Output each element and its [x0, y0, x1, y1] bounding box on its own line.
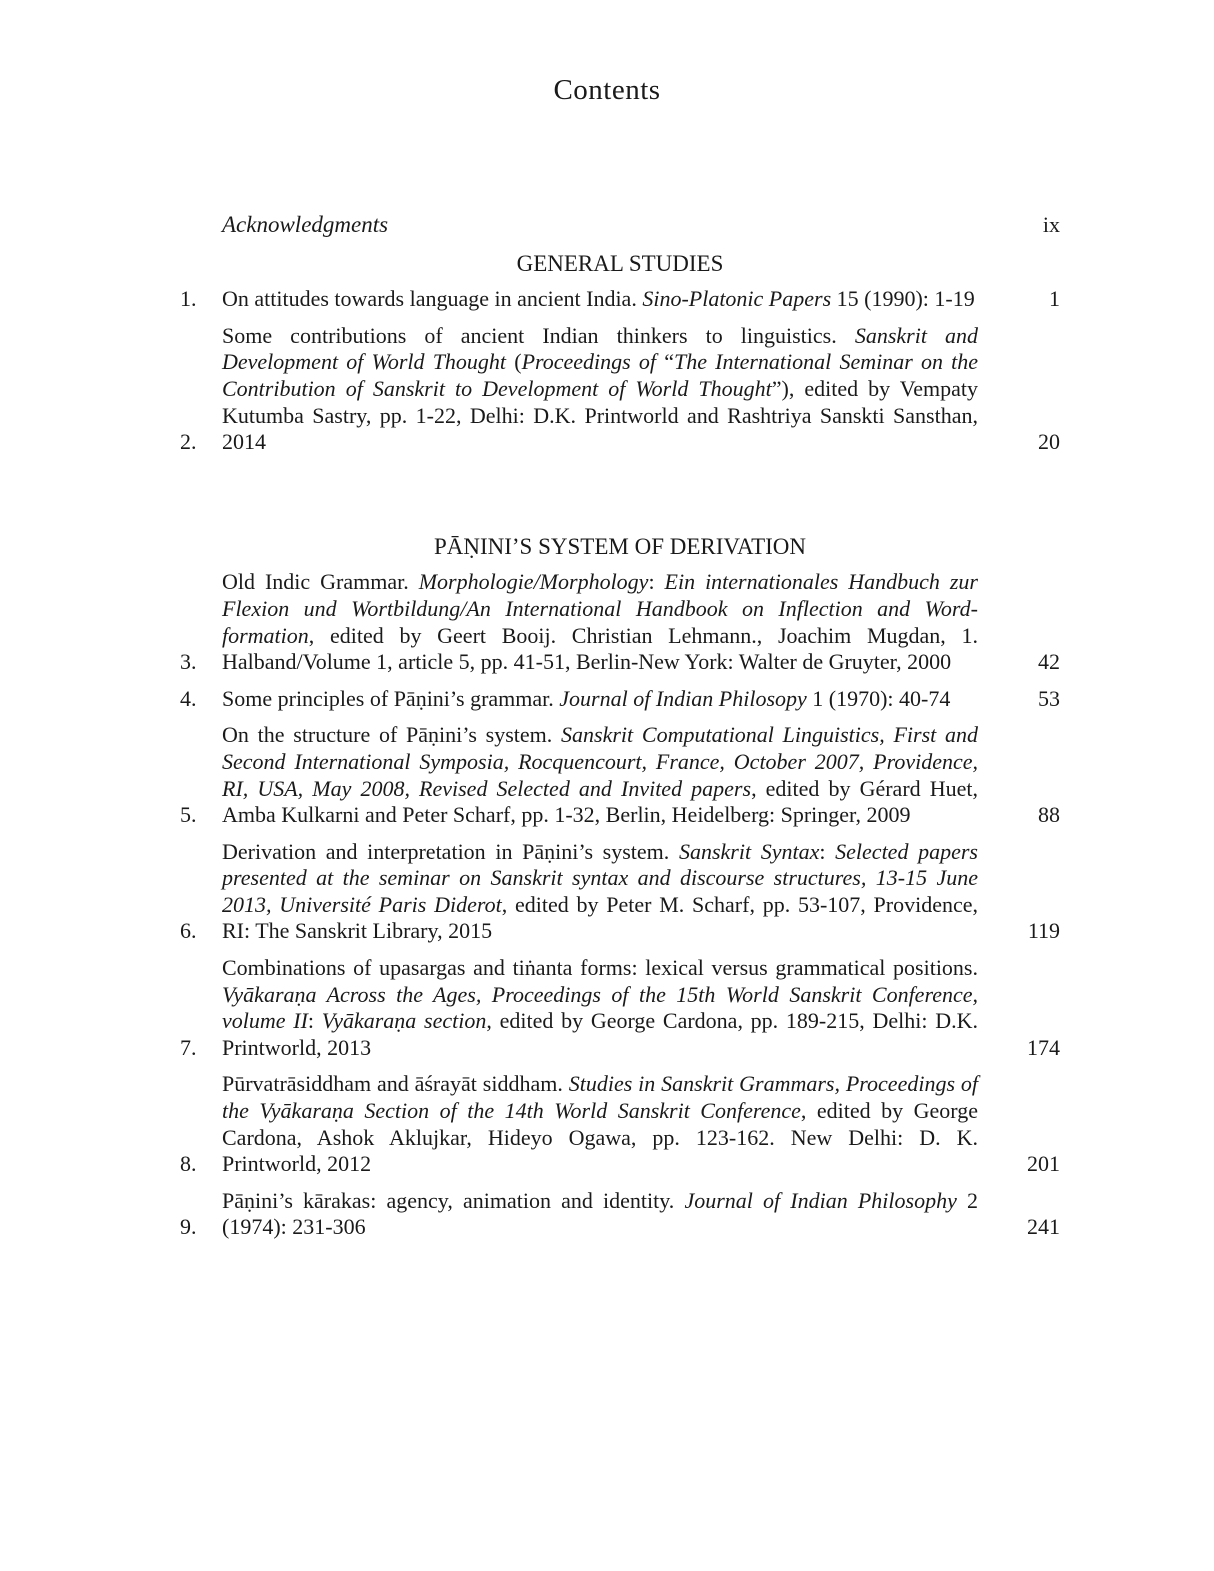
citation-text-part: :: [307, 1008, 322, 1034]
citation-text-part: On attitudes towards language in ancient India.: [222, 286, 643, 312]
citation-title-part: Proceedings of: [521, 349, 657, 375]
citation-title-part: Studies in Sanskrit Grammars, Proceedings of the Vyākaraṇa Section of the 14th World Sanskrit Conference: [222, 1071, 978, 1124]
citation-text-part: Some principles of Pāṇini’s grammar.: [222, 685, 560, 711]
citation-title-part: Sanskrit Syntax: [678, 838, 820, 864]
citation-text-part: “: [656, 349, 674, 375]
acknowledgments-label: Acknowledgments: [222, 212, 389, 237]
citation-text-part: Derivation and interpretation in Pāṇini’s system.: [222, 838, 679, 864]
citation-text-part: , edited by Gérard Huet, Amba Kulkarni and Peter Scharf, pp. 1-32, Berlin, Heidelberg: Springer, 2009: [222, 775, 979, 828]
entry-citation: [222, 286, 978, 313]
entry-citation: [222, 839, 978, 945]
section-entries-general-studies: [180, 286, 1060, 456]
entry-page-number: 1: [1049, 286, 1060, 312]
toc-entry[interactable]: [180, 323, 1060, 456]
entry-page-number: 53: [1038, 685, 1060, 711]
citation-text-part: 1 (1970): 40-74: [806, 685, 951, 711]
citation-text-part: On the structure of Pāṇini’s system.: [222, 722, 562, 748]
citation-title-part: Ein internationales Handbuch zur Flexion und Wortbildung/An International Handbook on Inflection and Word-formation: [222, 569, 978, 648]
acknowledgments-page: ix: [1042, 212, 1060, 237]
citation-title-part: Sino-Platonic Papers: [642, 286, 832, 312]
citation-title-part: Vyākaraṇa Across the Ages, Proceedings of the 15th World Sanskrit Conference, volume II: [222, 981, 978, 1034]
entry-citation: [222, 323, 978, 456]
citation-text-part: Some contributions of ancient Indian thinkers to linguistics.: [222, 322, 855, 348]
citation-title-part: Journal of Indian Philosophy: [684, 1187, 957, 1213]
entry-number: 1.: [180, 286, 197, 312]
entry-page-number: 42: [1038, 649, 1060, 675]
toc-entry[interactable]: [180, 569, 1060, 675]
toc-entry[interactable]: [180, 839, 1060, 945]
entry-page-number: 119: [1027, 918, 1060, 944]
entry-page-number: 20: [1038, 429, 1060, 455]
section-heading-general-studies: GENERAL STUDIES: [516, 250, 724, 276]
section-entries-panini-derivation: [180, 569, 1060, 1241]
entry-citation: [222, 1188, 978, 1241]
toc-entry[interactable]: [180, 686, 1060, 713]
entry-number: 7.: [180, 1034, 197, 1060]
citation-text-part: :: [819, 838, 836, 864]
entry-citation: [222, 569, 978, 675]
citation-text-part: Combinations of upasargas and tiṅanta forms: lexical versus grammatical positions.: [222, 955, 978, 981]
entry-page-number: 241: [1027, 1214, 1060, 1240]
entry-number: 3.: [180, 649, 197, 675]
toc-entry[interactable]: [180, 1188, 1060, 1241]
table-of-contents: [180, 212, 1060, 1251]
entry-number: 9.: [180, 1214, 197, 1240]
entry-number: 4.: [180, 685, 197, 711]
citation-text-part: Pāṇini’s kārakas: agency, animation and identity.: [222, 1187, 685, 1213]
entry-citation: [222, 722, 978, 828]
citation-title-part: Sanskrit Computational Linguistics, First and Second International Symposia, Rocquencourt, France, October 2007, Providence, RI, USA, May 2008, Revised Selected and Invited papers: [222, 722, 979, 801]
citation-text-part: 2 (1974): 231-306: [222, 1187, 979, 1240]
citation-text-part: , edited by Peter M. Scharf, pp. 53-107, Providence, RI: The Sanskrit Library, 2015: [222, 891, 979, 944]
citation-text-part: , edited by George Cardona, Ashok Aklujkar, Hideyo Ogawa, pp. 123-162. New Delhi: D. K. Printworld, 2012: [222, 1098, 978, 1177]
entry-citation: [222, 1071, 978, 1177]
toc-entry[interactable]: [180, 1071, 1060, 1177]
entry-page-number: 174: [1027, 1034, 1060, 1060]
page-title: Contents: [553, 74, 661, 106]
citation-text-part: ”), edited by Vempaty Kutumba Sastry, pp. 1-22, Delhi: D.K. Printworld and Rashtriya Sanskti Sansthan, 2014: [222, 375, 978, 455]
citation-text-part: , edited by Geert Booij. Christian Lehmann., Joachim Mugdan, 1. Halband/Volume 1, article 5, pp. 41-51, Berlin-New York: Walter de Gruyter, 2000: [222, 622, 978, 675]
entry-number: 8.: [180, 1151, 197, 1177]
citation-text-part: :: [648, 569, 665, 595]
citation-title-part: Journal of Indian Philosopy: [559, 685, 807, 711]
entry-number: 2.: [180, 429, 197, 455]
toc-entry[interactable]: [180, 955, 1060, 1061]
entry-page-number: 201: [1027, 1151, 1060, 1177]
toc-entry[interactable]: [180, 286, 1060, 313]
entry-citation: [222, 955, 978, 1061]
citation-title-part: Selected papers presented at the seminar on Sanskrit syntax and discourse structures, 13-15 June 2013, Université Paris Diderot: [222, 838, 978, 917]
section-heading-panini-derivation: PĀṆINI’S SYSTEM OF DERIVATION: [433, 533, 807, 559]
citation-text-part: Pūrvatrāsiddham and āśrayāt siddham.: [222, 1071, 569, 1097]
citation-text-part: , edited by George Cardona, pp. 189-215, Delhi: D.K. Printworld, 2013: [222, 1008, 978, 1060]
citation-text-part: (: [506, 349, 522, 375]
citation-title-part: Vyākaraṇa section: [321, 1008, 487, 1034]
citation-title-part: Sanskrit and Development of World Thought: [222, 322, 978, 375]
entry-citation: [222, 686, 978, 713]
toc-entry[interactable]: [180, 722, 1060, 828]
citation-title-part: Morphologie/Morphology: [418, 569, 649, 595]
citation-title-part: The International Seminar on the Contribution of Sanskrit to Development of World Thought: [222, 349, 979, 401]
citation-text-part: 15 (1990): 1-19: [831, 286, 975, 312]
acknowledgments-entry[interactable]: [180, 212, 1060, 239]
citation-text-part: Old Indic Grammar.: [222, 569, 419, 595]
entry-number: 5.: [180, 802, 197, 828]
entry-page-number: 88: [1038, 802, 1060, 828]
entry-number: 6.: [180, 918, 197, 944]
